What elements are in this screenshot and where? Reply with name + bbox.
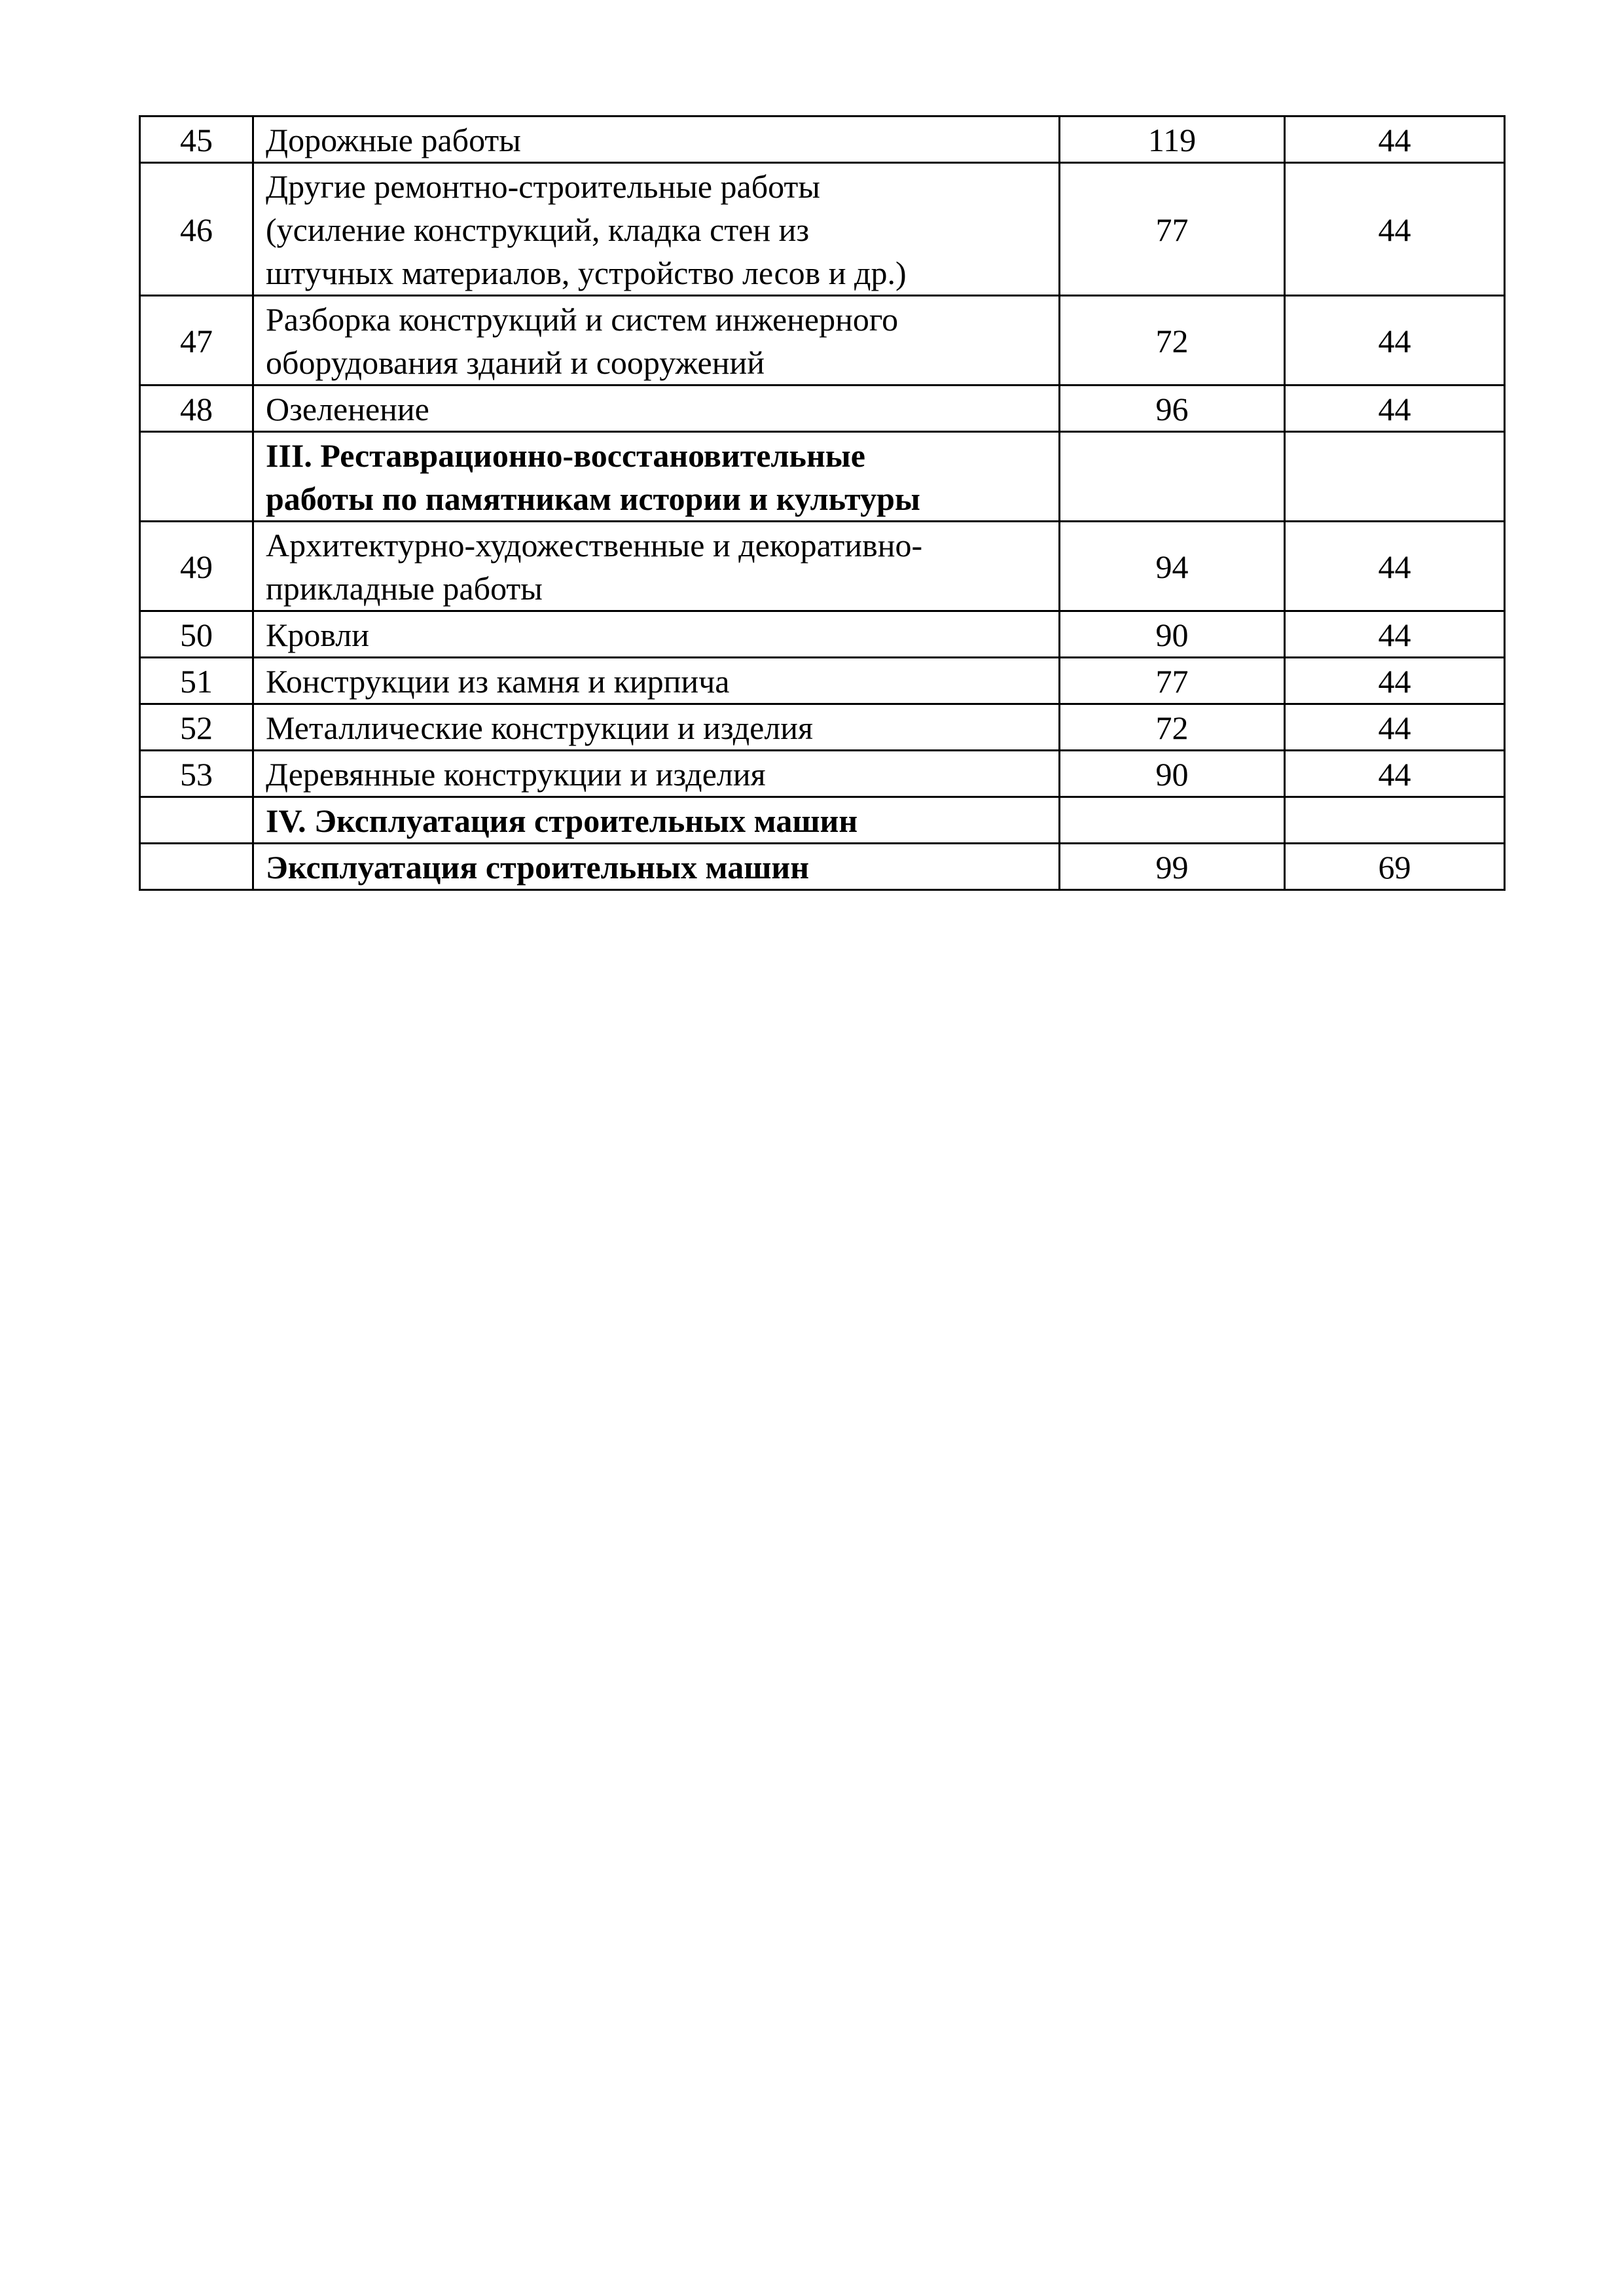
- work-type-name: Эксплуатация строительных машин: [253, 844, 1060, 890]
- overhead-rate-value: 119: [1060, 117, 1285, 163]
- profit-rate-value: 44: [1285, 117, 1505, 163]
- row-number: 49: [140, 522, 253, 611]
- row-number: 52: [140, 704, 253, 751]
- row-number: 53: [140, 751, 253, 797]
- profit-rate-value: [1285, 432, 1505, 522]
- row-number: [140, 844, 253, 890]
- section-header-row: [140, 797, 1505, 844]
- work-type-name: Озеленение: [253, 386, 1060, 432]
- profit-rate-value: 44: [1285, 704, 1505, 751]
- table-row: [140, 611, 1505, 658]
- rates-table-body: [140, 117, 1505, 890]
- profit-rate-value: 44: [1285, 163, 1505, 296]
- profit-rate-value: 44: [1285, 296, 1505, 386]
- table-row: [140, 751, 1505, 797]
- overhead-rate-value: 99: [1060, 844, 1285, 890]
- overhead-rate-value: 72: [1060, 704, 1285, 751]
- table-row: [140, 117, 1505, 163]
- work-type-name: Металлические конструкции и изделия: [253, 704, 1060, 751]
- row-number: 50: [140, 611, 253, 658]
- work-type-name: Архитектурно-художественные и декоративно- прикладные работы: [253, 522, 1060, 611]
- row-number: 46: [140, 163, 253, 296]
- overhead-rate-value: [1060, 797, 1285, 844]
- row-number: [140, 797, 253, 844]
- table-row: [140, 296, 1505, 386]
- row-number: 51: [140, 658, 253, 704]
- row-number: 47: [140, 296, 253, 386]
- overhead-rate-value: 72: [1060, 296, 1285, 386]
- rates-table: [139, 115, 1506, 891]
- overhead-rate-value: 90: [1060, 751, 1285, 797]
- profit-rate-value: 44: [1285, 522, 1505, 611]
- profit-rate-value: 44: [1285, 386, 1505, 432]
- profit-rate-value: [1285, 797, 1505, 844]
- section-header-row: [140, 432, 1505, 522]
- work-type-name: Разборка конструкций и систем инженерного оборудования зданий и сооружений: [253, 296, 1060, 386]
- row-number: [140, 432, 253, 522]
- overhead-rate-value: [1060, 432, 1285, 522]
- section-title: III. Реставрационно-восстановительные работы по памятникам истории и культуры: [253, 432, 1060, 522]
- overhead-rate-value: 94: [1060, 522, 1285, 611]
- table-row: [140, 844, 1505, 890]
- work-type-name: Кровли: [253, 611, 1060, 658]
- row-number: 45: [140, 117, 253, 163]
- section-title: IV. Эксплуатация строительных машин: [253, 797, 1060, 844]
- table-row: [140, 163, 1505, 296]
- overhead-rate-value: 77: [1060, 658, 1285, 704]
- table-row: [140, 658, 1505, 704]
- profit-rate-value: 44: [1285, 611, 1505, 658]
- work-type-name: Дорожные работы: [253, 117, 1060, 163]
- table-row: [140, 386, 1505, 432]
- work-type-name: Другие ремонтно-строительные работы (усиление конструкций, кладка стен из штучных материалов, устройство лесов и др.): [253, 163, 1060, 296]
- row-number: 48: [140, 386, 253, 432]
- work-type-name: Деревянные конструкции и изделия: [253, 751, 1060, 797]
- overhead-rate-value: 90: [1060, 611, 1285, 658]
- table-row: [140, 522, 1505, 611]
- table-row: [140, 704, 1505, 751]
- work-type-name: Конструкции из камня и кирпича: [253, 658, 1060, 704]
- profit-rate-value: 69: [1285, 844, 1505, 890]
- overhead-rate-value: 96: [1060, 386, 1285, 432]
- profit-rate-value: 44: [1285, 658, 1505, 704]
- profit-rate-value: 44: [1285, 751, 1505, 797]
- overhead-rate-value: 77: [1060, 163, 1285, 296]
